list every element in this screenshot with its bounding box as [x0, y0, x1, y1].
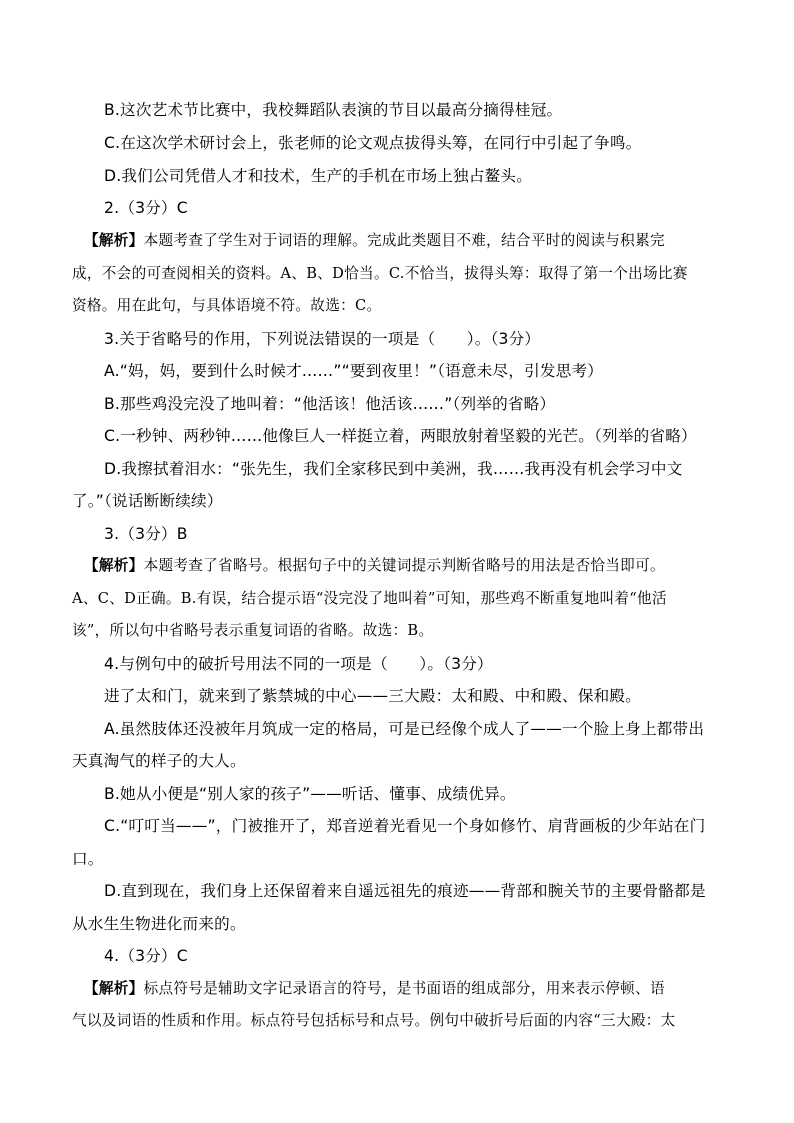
explanation-2-line-2: 成，不会的可查阅相关的资料。A、B、D恰当。C.不恰当，拔得头筹：取得了第一个出场比赛 — [72, 265, 688, 282]
explanation-2-line-3: 资格。用在此句，与具体语境不符。故选：C。 — [72, 297, 382, 314]
explanation-tag: 【解析】 — [84, 232, 144, 249]
explanation-tag: 【解析】 — [84, 980, 144, 997]
explanation-text: 本题考查了省略号。根据句子中的关键词提示判断省略号的用法是否恰当即可。 — [143, 557, 665, 574]
question-3-option-d-cont: 了。”（说话断断续续） — [72, 492, 223, 510]
question-4-option-c: C.“叮叮当——”，门被推开了，郑音逆着光看见一个身如修竹、肩背画板的少年站在门 — [104, 817, 706, 835]
question-4: 4.与例句中的破折号用法不同的一项是（ ）。（3分） — [104, 655, 493, 673]
option-c-line: C.在这次学术研讨会上，张老师的论文观点拔得头筹，在同行中引起了争鸣。 — [104, 134, 642, 152]
explanation-3-line-2: A、C、D正确。B.有误，结合提示语“没完没了地叫着”可知，那些鸡不断重复地叫着“他活 — [72, 590, 667, 607]
explanation-text: 标点符号是辅助文字记录语言的符号，是书面语的组成部分，用来表示停顿、语 — [143, 980, 665, 997]
question-4-option-d-cont: 从水生生物进化而来的。 — [72, 915, 246, 933]
explanation-text: 本题考查了学生对于词语的理解。完成此类题目不难，结合平时的阅读与积累完 — [143, 232, 665, 249]
question-4-option-c-cont: 口。 — [72, 850, 104, 868]
explanation-tag: 【解析】 — [84, 557, 144, 574]
explanation-3-line-3: 该”，所以句中省略号表示重复词语的省略。故选：B。 — [72, 622, 434, 639]
question-3-option-a: A.“妈，妈，要到什么时候才……”“要到夜里！”（语意未尽，引发思考） — [104, 362, 604, 380]
question-4-option-d: D.直到现在，我们身上还保留着来自遥远祖先的痕迹——背部和腕关节的主要骨骼都是 — [104, 882, 706, 900]
answer-3: 3.（3分）B — [104, 525, 188, 543]
question-4-option-a: A.虽然肢体还没被年月筑成一定的格局，可是已经像个成人了——一个脸上身上都带出 — [104, 720, 705, 738]
question-4-option-a-cont: 天真淘气的样子的大人。 — [72, 752, 246, 770]
answer-4: 4.（3分）C — [104, 947, 188, 965]
question-3-option-b: B.那些鸡没完没了地叫着：“他活该！他活该……”（列举的省略） — [104, 395, 556, 413]
answer-2: 2.（3分）C — [104, 199, 188, 217]
explanation-4-line-1 — [84, 979, 665, 999]
explanation-4-line-2: 气以及词语的性质和作用。标点符号包括标号和点号。例句中破折号后面的内容“三大殿：太 — [72, 1012, 676, 1029]
question-3-option-c: C.一秒钟、两秒钟……他像巨人一样挺立着，两眼放射着坚毅的光芒。（列举的省略） — [104, 427, 697, 445]
question-4-example: 进了太和门，就来到了紫禁城的中心——三大殿：太和殿、中和殿、保和殿。 — [104, 687, 641, 705]
explanation-2-line-1 — [84, 231, 665, 251]
question-4-option-b: B.她从小便是“别人家的孩子”——听话、懂事、成绩优异。 — [104, 785, 516, 803]
option-d-line: D.我们公司凭借人才和技术，生产的手机在市场上独占鳌头。 — [104, 167, 533, 185]
question-3-option-d: D.我擦拭着泪水：“张先生，我们全家移民到中美洲，我……我再没有机会学习中文 — [104, 460, 683, 478]
explanation-3-line-1 — [84, 556, 665, 576]
option-b-line: B.这次艺术节比赛中，我校舞蹈队表演的节目以最高分摘得桂冠。 — [104, 101, 563, 119]
question-3: 3.关于省略号的作用，下列说法错误的一项是（ ）。（3分） — [104, 330, 541, 348]
